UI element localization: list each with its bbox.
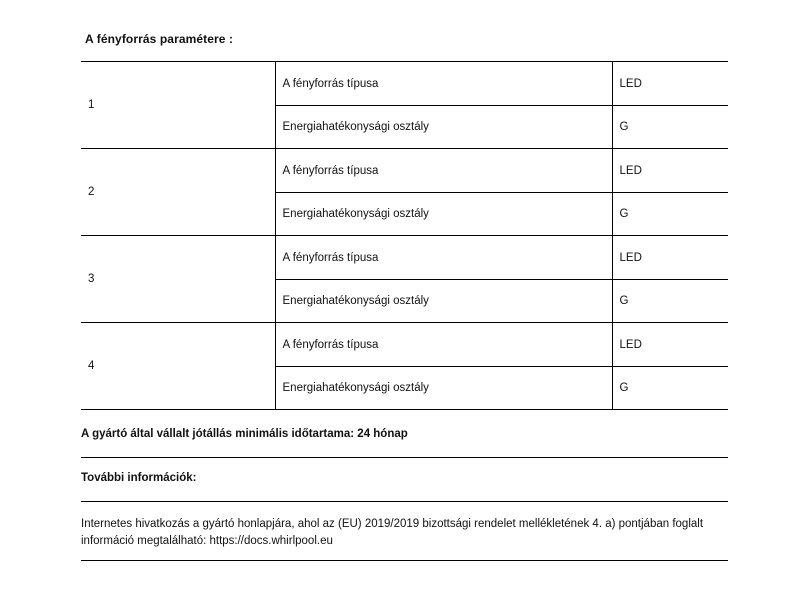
light-source-type-label: A fényforrás típusa xyxy=(275,236,612,280)
light-source-number: 2 xyxy=(81,149,275,236)
energy-class-label: Energiahatékonysági osztály xyxy=(275,367,612,410)
table-row xyxy=(81,323,728,367)
energy-class-label: Energiahatékonysági osztály xyxy=(275,193,612,236)
light-source-type-value: LED xyxy=(612,323,728,367)
light-source-type-label: A fényforrás típusa xyxy=(275,149,612,193)
light-source-type-label: A fényforrás típusa xyxy=(275,62,612,106)
energy-class-value: G xyxy=(612,367,728,410)
light-source-type-value: LED xyxy=(612,149,728,193)
energy-class-value: G xyxy=(612,280,728,323)
more-info-text: Internetes hivatkozás a gyártó honlapjára, ahol az (EU) 2019/2019 bizottsági rendelet mellékletének 4. a) pontjában foglalt információ megtalálható: https://docs.whirlpool.eu xyxy=(81,518,704,547)
energy-class-label: Energiahatékonysági osztály xyxy=(275,280,612,323)
light-source-type-value: LED xyxy=(612,236,728,280)
table-row xyxy=(81,236,728,280)
more-info-title: További információk: xyxy=(81,472,197,484)
light-source-number: 1 xyxy=(81,62,275,149)
warranty-statement: A gyártó által vállalt jótállás minimális időtartama: 24 hónap xyxy=(81,428,408,440)
section-title: A fényforrás paramétere : xyxy=(85,32,234,46)
light-source-type-label: A fényforrás típusa xyxy=(275,323,612,367)
divider xyxy=(81,501,728,502)
light-source-number: 4 xyxy=(81,323,275,410)
divider xyxy=(81,457,728,458)
energy-class-value: G xyxy=(612,106,728,149)
light-source-parameters-table xyxy=(81,61,728,410)
table-row xyxy=(81,62,728,106)
light-source-number: 3 xyxy=(81,236,275,323)
light-source-type-value: LED xyxy=(612,62,728,106)
energy-class-label: Energiahatékonysági osztály xyxy=(275,106,612,149)
table-row xyxy=(81,149,728,193)
energy-class-value: G xyxy=(612,193,728,236)
divider xyxy=(81,560,728,561)
